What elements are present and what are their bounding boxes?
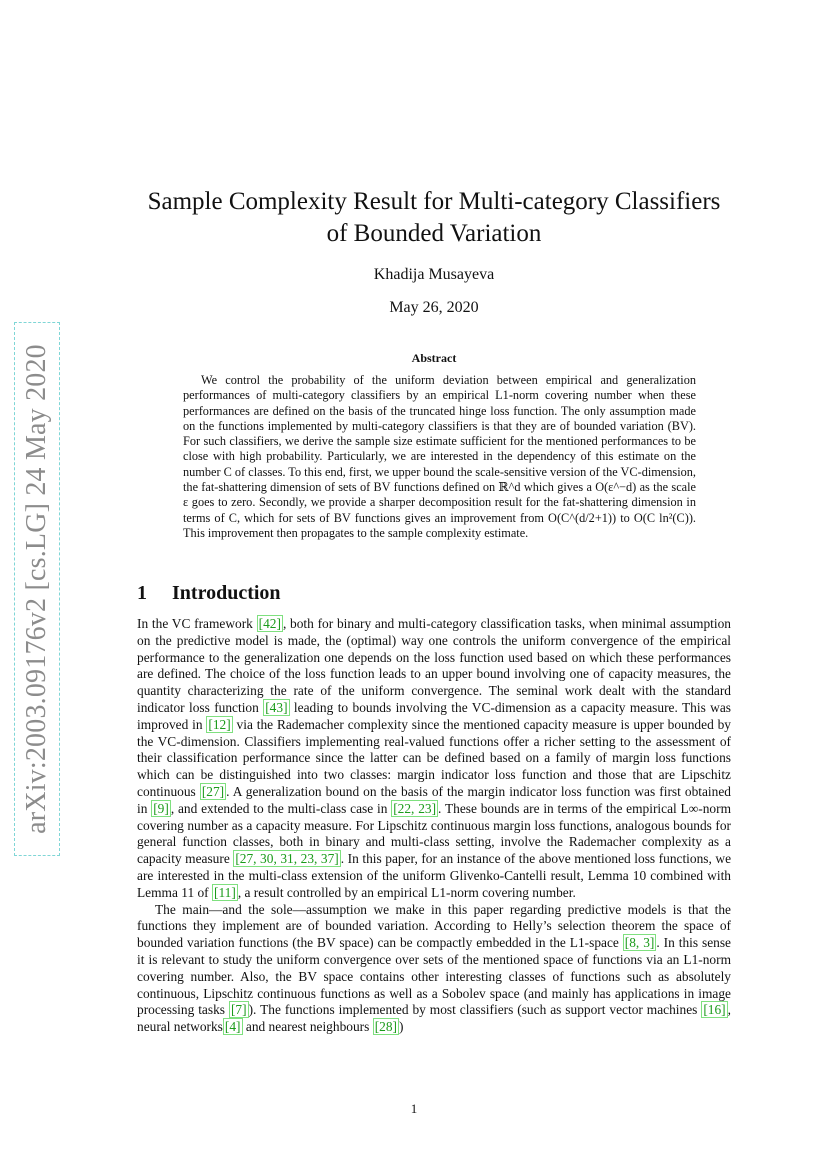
citation-link[interactable]: [22, 23] (393, 800, 437, 816)
publication-date: May 26, 2020 (389, 299, 479, 316)
citation-link[interactable]: [9] (153, 800, 169, 816)
citation-link[interactable]: [28] (374, 1019, 397, 1035)
citation-link[interactable]: [42] (258, 616, 281, 631)
citation-link[interactable]: [27] (201, 783, 225, 799)
citation-link[interactable]: [43] (265, 699, 288, 715)
paragraph (137, 616, 731, 902)
paragraph-text: , both for binary and multi-category classification tasks, when minimal assumption on the predictive model is made, the (optimal) way one controls the uniform convergence of the empirical performance to the generalization one depends on the loss function used based on which these performances are defined. The choice of the loss function leads to an upper bound involving one of capacity measures, the quantity characterizing the rate of the uniform convergence. The seminal work dealt with the standard indicator loss function (137, 616, 731, 715)
paragraph-text: , a result controlled by an empirical L1-norm covering number. (237, 884, 576, 900)
section-number: 1 (137, 582, 147, 604)
paper-title: Sample Complexity Result for Multi-category Classifiers of Bounded Variation (147, 188, 721, 247)
citation-link[interactable]: [11] (214, 884, 236, 900)
paragraph-text: ). The functions implemented by most classifiers (such as support vector machines (248, 1002, 702, 1018)
citation-link[interactable]: [4] (224, 1019, 241, 1035)
citation-link[interactable]: [7] (230, 1002, 247, 1018)
paragraph (137, 902, 731, 1036)
abstract-heading: Abstract (411, 351, 457, 365)
citation-link[interactable]: [12] (208, 716, 231, 732)
citation-link[interactable]: [27, 30, 31, 23, 37] (235, 851, 339, 867)
arxiv-identifier: arXiv:2003.09176v2 [cs.LG] 24 May 2020 (21, 344, 53, 834)
paragraph-text: via the Rademacher complexity since the mentioned capacity measure is upper bounded by the VC-dimension. Classifiers implementing real-valued functions offer a richer setting to the assessment of their classification performance since the latter can be defined based on a family of margin loss functions which can be distinguished into two classes: margin indicator loss function and those that are Lipschitz continuous (137, 716, 731, 799)
arxiv-side-stamp (14, 322, 60, 856)
section-title: Introduction (172, 582, 281, 604)
paragraph-text: In the VC framework (137, 616, 257, 631)
abstract-text: We control the probability of the uniform deviation between empirical and generalization performances of multi-category classifiers by an empirical L1-norm covering number when these performances are defined on the basis of the truncated hinge loss function. The only assumption made on the functions implemented by multi-category classifiers is that they are of bounded variation (BV). For such classifiers, we derive the sample size estimate sufficient for the mentioned performances to be close with high probability. Particularly, we are interested in the dependency of this estimate on the number C of classes. To this end, first, we upper bound the scale-sensitive version of the VC-dimension, the fat-shattering dimension of sets of BV functions defined on ℝ^d which gives a O(ε^−d) as the scale ε goes to zero. Secondly, we provide a sharper decomposition result for the fat-shattering dimension in terms of C, which for sets of BV functions gives an improvement from O(C^(d/2+1)) to O(C ln²(C)). This improvement then propagates to the sample complexity estimate. (183, 373, 697, 540)
paragraph-text: , and extended to the multi-class case in (170, 800, 392, 816)
paragraph-text: leading to bounds involving the VC-dimension as a capacity measure. This was improved in (137, 699, 731, 732)
paragraph-text: The main—and the sole—assumption we make in this paper regarding predictive models is that the functions they implement are of bounded variation. According to Helly’s selection theorem the space of bounded variation functions (the BV space) can be compactly embedded in the L1-space (137, 901, 731, 951)
body-text (137, 616, 731, 1036)
paragraph-text: . These bounds are in terms of the empirical L∞-norm covering number as a capacity measure. For Lipschitz continuous margin loss functions, analogous bounds for general function classes, both in binary and multi-class setting, involve the Rademacher complexity as a capacity measure (137, 800, 731, 867)
paragraph-text: . A generalization bound on the basis of the margin indicator loss function was first obtained in (137, 783, 731, 816)
citation-link[interactable]: [8, 3] (624, 935, 655, 951)
paragraph-text: . In this sense it is relevant to study the uniform convergence over sets of the mentioned space of functions via an L1-norm covering number. Also, the BV space contains other interesting classes of functions such as absolutely continuous, Lipschitz continuous functions as well as a Sobolev space (and mainly has applications in image processing tasks (137, 935, 731, 1018)
paragraph-text: ) (399, 1019, 404, 1035)
page-number: 1 (410, 1101, 418, 1116)
paragraph-text: , neural networks (137, 1002, 731, 1035)
author-name: Khadija Musayeva (373, 266, 495, 283)
paragraph-text: and nearest neighbours (242, 1019, 373, 1035)
section-heading (137, 582, 281, 605)
paragraph-text: . In this paper, for an instance of the above mentioned loss functions, we are interested in the multi-class extension of the uniform Glivenko-Cantelli result, Lemma 10 combined with Lemma 11 of (137, 851, 732, 900)
citation-link[interactable]: [16] (703, 1002, 726, 1018)
